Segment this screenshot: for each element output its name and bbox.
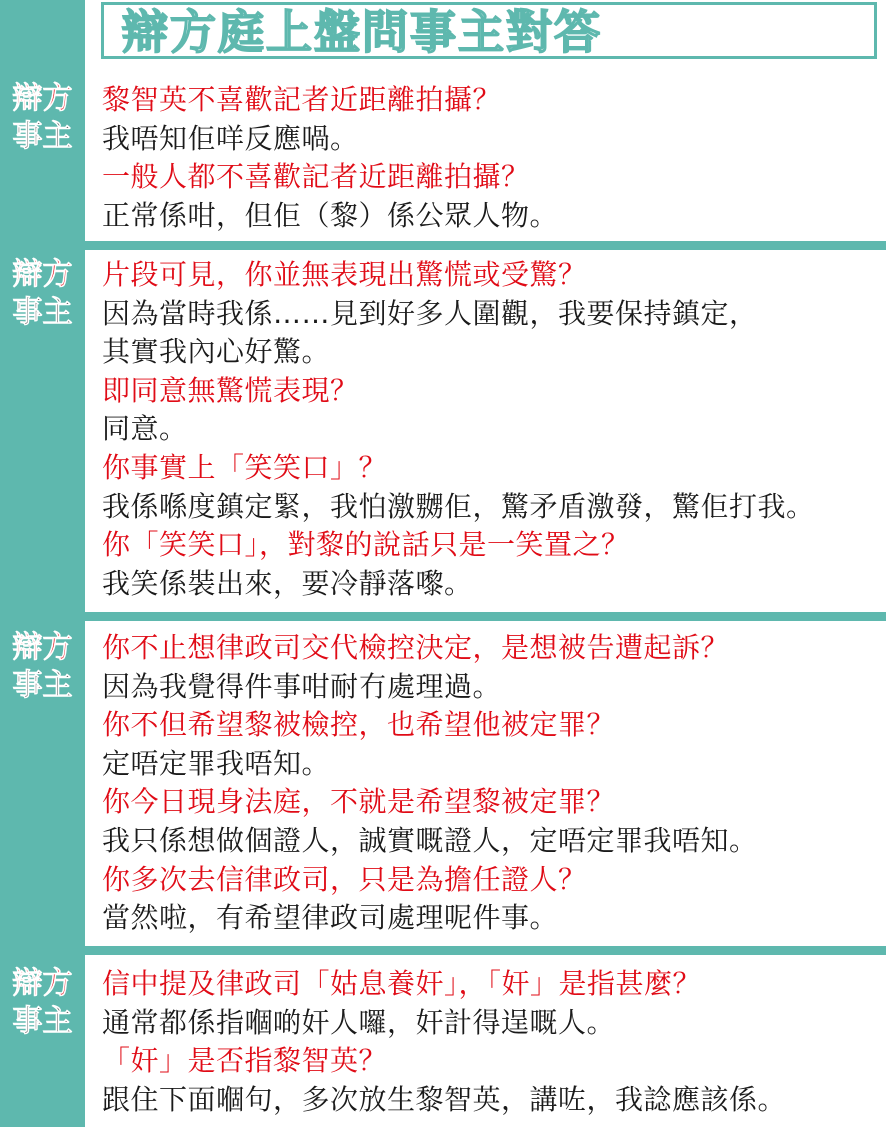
- header: [85, 0, 886, 68]
- witness-label: 事主: [12, 668, 73, 703]
- section-divider: [0, 946, 886, 955]
- question-line: 你不止想律政司交代檢控決定，是想被告遭起訴？: [102, 631, 730, 664]
- answer-line: 我笑係裝出來，要冷靜落嚟。: [102, 566, 473, 600]
- qa-section-4: [0, 955, 886, 1127]
- qa-lines: [102, 629, 880, 938]
- answer-line: 同意。: [102, 412, 188, 446]
- answer-line: 當然啦，有希望律政司處理呢件事。: [102, 901, 559, 935]
- defense-label: 辯方: [12, 630, 73, 665]
- qa-lines: [102, 81, 880, 235]
- answer-line: 跟住下面嗰句，多次放生黎智英，講咗，我諗應該係。: [102, 1082, 787, 1116]
- answer-line: 我只係想做個證人，誠實嘅證人，定唔定罪我唔知。: [102, 823, 758, 857]
- defense-label: 辯方: [12, 257, 73, 292]
- answer-line: 正常係咁，但佢（黎）係公眾人物。: [102, 198, 559, 232]
- qa-section-3: [0, 621, 886, 946]
- defense-label: 辯方: [12, 81, 73, 116]
- title-box: [101, 2, 877, 59]
- section-divider: [0, 612, 886, 621]
- qa-section-2: [0, 250, 886, 612]
- speaker-labels: [0, 256, 85, 332]
- question-line: 你「笑笑口」，對黎的說話只是一笑置之？: [102, 528, 630, 562]
- answer-line: 其實我內心好驚。: [102, 335, 331, 369]
- witness-label: 事主: [12, 119, 73, 154]
- question-line: 你事實上「笑笑口」？: [102, 450, 388, 484]
- answer-line: 因為當時我係……見到好多人圍觀，我要保持鎮定，: [102, 296, 758, 330]
- answer-line: 因為我覺得件事咁耐冇處理過。: [102, 669, 502, 703]
- qa-lines: [102, 965, 880, 1119]
- question-line: 片段可見，你並無表現出驚慌或受驚？: [102, 258, 587, 291]
- question-line: 「奸」是否指黎智英？: [102, 1044, 388, 1078]
- question-line: 你今日現身法庭，不就是希望黎被定罪？: [102, 785, 616, 819]
- question-line: 信中提及律政司「姑息養奸」，「奸」是指甚麼？: [102, 967, 702, 1000]
- question-line: 一般人都不喜歡記者近距離拍攝？: [102, 160, 530, 194]
- answer-line: 通常都係指嗰啲奸人囉，奸計得逞嘅人。: [102, 1005, 616, 1039]
- answer-line: 我唔知佢咩反應喎。: [102, 121, 359, 155]
- defense-label: 辯方: [12, 966, 73, 1001]
- question-line: 你多次去信律政司，只是為擔任證人？: [102, 862, 587, 896]
- speaker-labels: [0, 965, 85, 1041]
- page-title: 辯方庭上盤問事主對答: [122, 5, 602, 59]
- section-divider: [0, 241, 886, 250]
- qa-lines: [102, 256, 880, 603]
- question-line: 你不但希望黎被檢控，也希望他被定罪？: [102, 708, 616, 742]
- witness-label: 事主: [12, 1004, 73, 1039]
- speaker-labels: [0, 629, 85, 705]
- question-line: 即同意無驚慌表現？: [102, 373, 359, 407]
- speaker-labels: [0, 80, 85, 156]
- answer-line: 定唔定罪我唔知。: [102, 746, 331, 780]
- qa-section-1: [0, 68, 886, 241]
- witness-label: 事主: [12, 295, 73, 330]
- answer-line: 我係喺度鎮定緊，我怕激嬲佢，驚矛盾激發，驚佢打我。: [102, 489, 815, 523]
- question-line: 黎智英不喜歡記者近距離拍攝？: [102, 83, 502, 116]
